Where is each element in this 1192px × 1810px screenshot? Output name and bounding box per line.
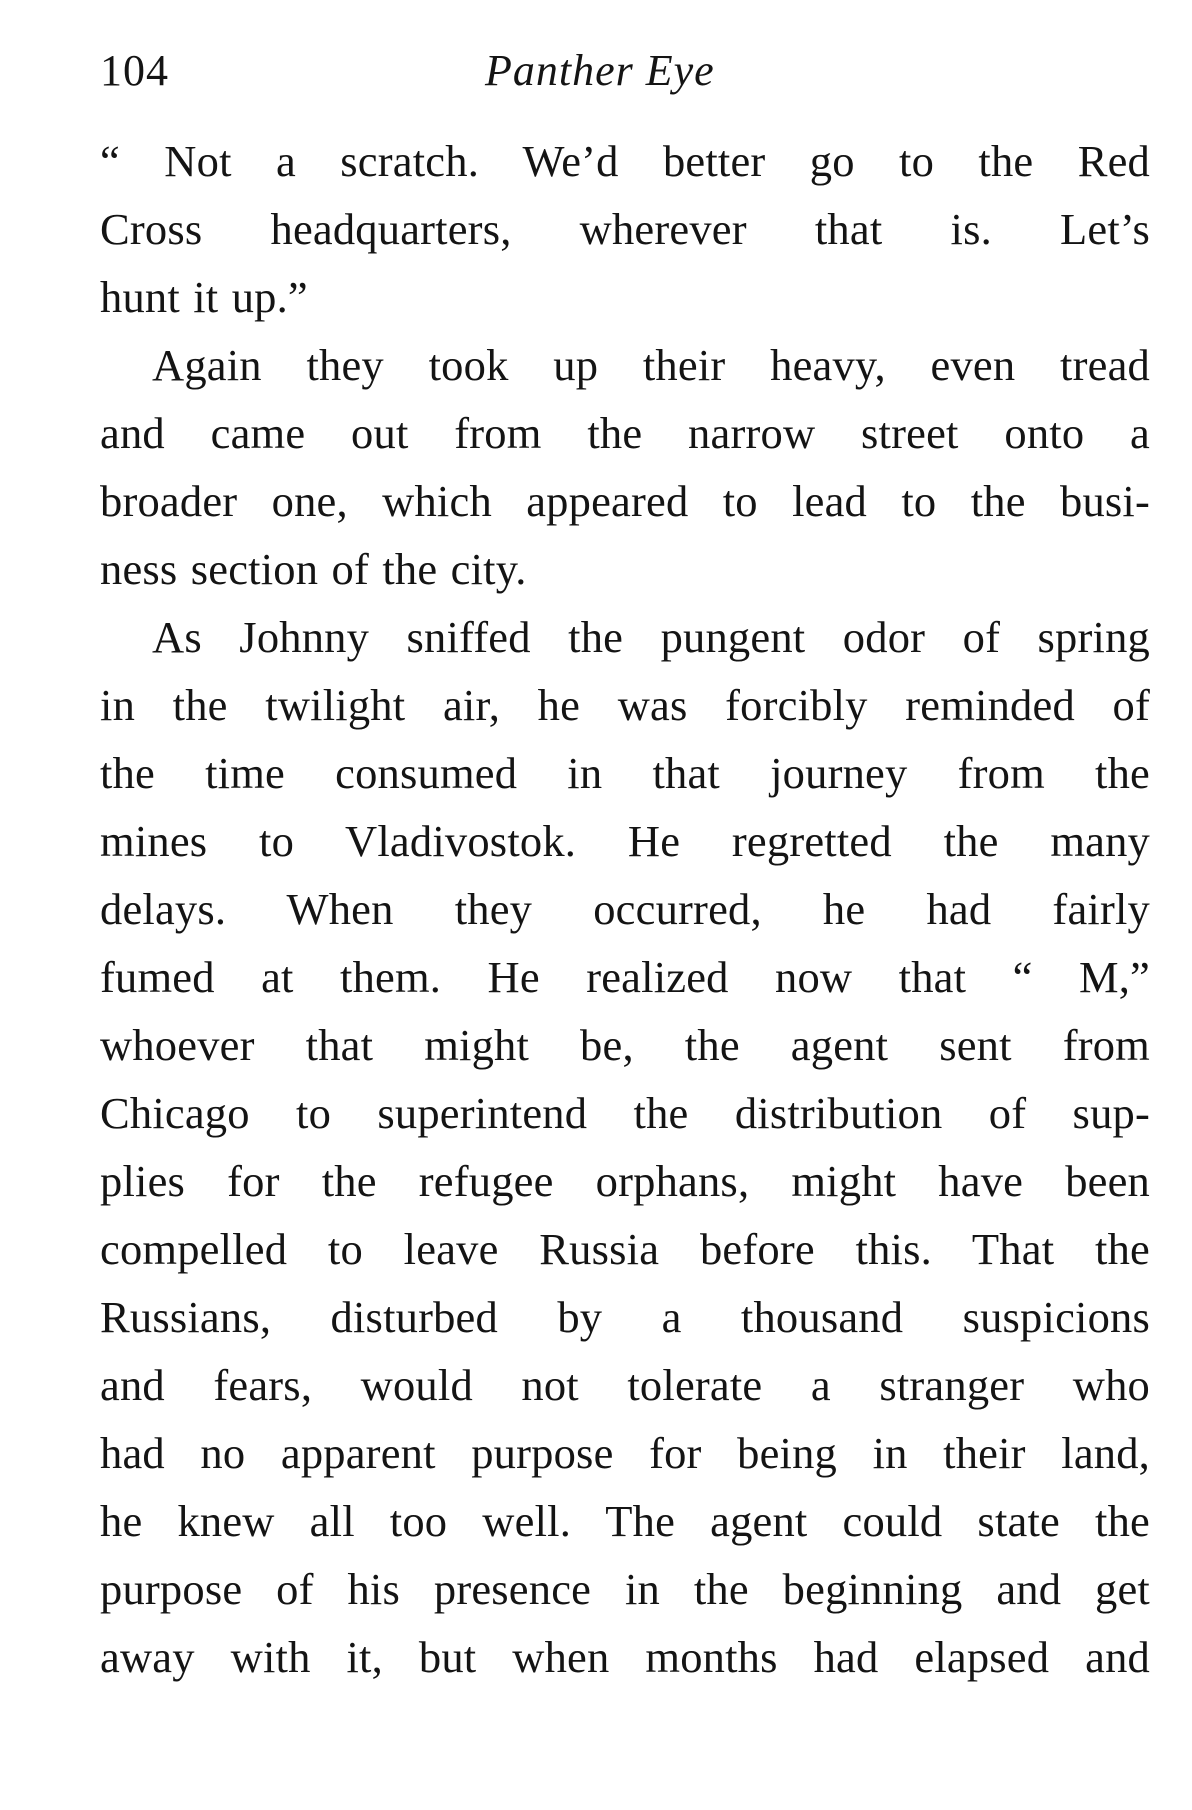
text-line: “ Not a scratch. We’d better go to the Red	[100, 136, 1150, 186]
page-header	[100, 36, 1150, 106]
text-line: and came out from the narrow street onto a	[100, 408, 1150, 458]
text-line: Again they took up their heavy, even tread	[152, 340, 1150, 390]
running-title: Panther Eye	[485, 46, 715, 95]
text-line: in the twilight air, he was forcibly reminded of	[100, 680, 1150, 730]
text-line: mines to Vladivostok. He regretted the many	[100, 816, 1150, 866]
text-line: fumed at them. He realized now that “ M,”	[100, 952, 1150, 1002]
body-text	[100, 127, 1150, 1691]
text-line: and fears, would not tolerate a stranger who	[100, 1360, 1150, 1410]
text-line: As Johnny sniffed the pungent odor of spring	[152, 612, 1150, 662]
text-line: the time consumed in that journey from the	[100, 748, 1150, 798]
page-number: 104	[100, 46, 169, 95]
text-line: he knew all too well. The agent could state the	[100, 1496, 1150, 1546]
text-line: purpose of his presence in the beginning and get	[100, 1564, 1150, 1614]
text-line: Russians, disturbed by a thousand suspicions	[100, 1292, 1150, 1342]
text-line: away with it, but when months had elapsed and	[100, 1632, 1150, 1682]
text-line: Chicago to superintend the distribution of sup-	[100, 1088, 1150, 1138]
text-line: whoever that might be, the agent sent from	[100, 1020, 1150, 1070]
text-line: ness section of the city.	[100, 544, 527, 594]
text-line: hunt it up.”	[100, 272, 308, 322]
text-line: delays. When they occurred, he had fairly	[100, 884, 1150, 934]
text-line: plies for the refugee orphans, might have been	[100, 1156, 1150, 1206]
text-line: Cross headquarters, wherever that is. Let’s	[100, 204, 1150, 254]
text-line: broader one, which appeared to lead to the busi-	[100, 476, 1150, 526]
text-line: had no apparent purpose for being in their land,	[100, 1428, 1150, 1478]
text-line: compelled to leave Russia before this. That the	[100, 1224, 1150, 1274]
